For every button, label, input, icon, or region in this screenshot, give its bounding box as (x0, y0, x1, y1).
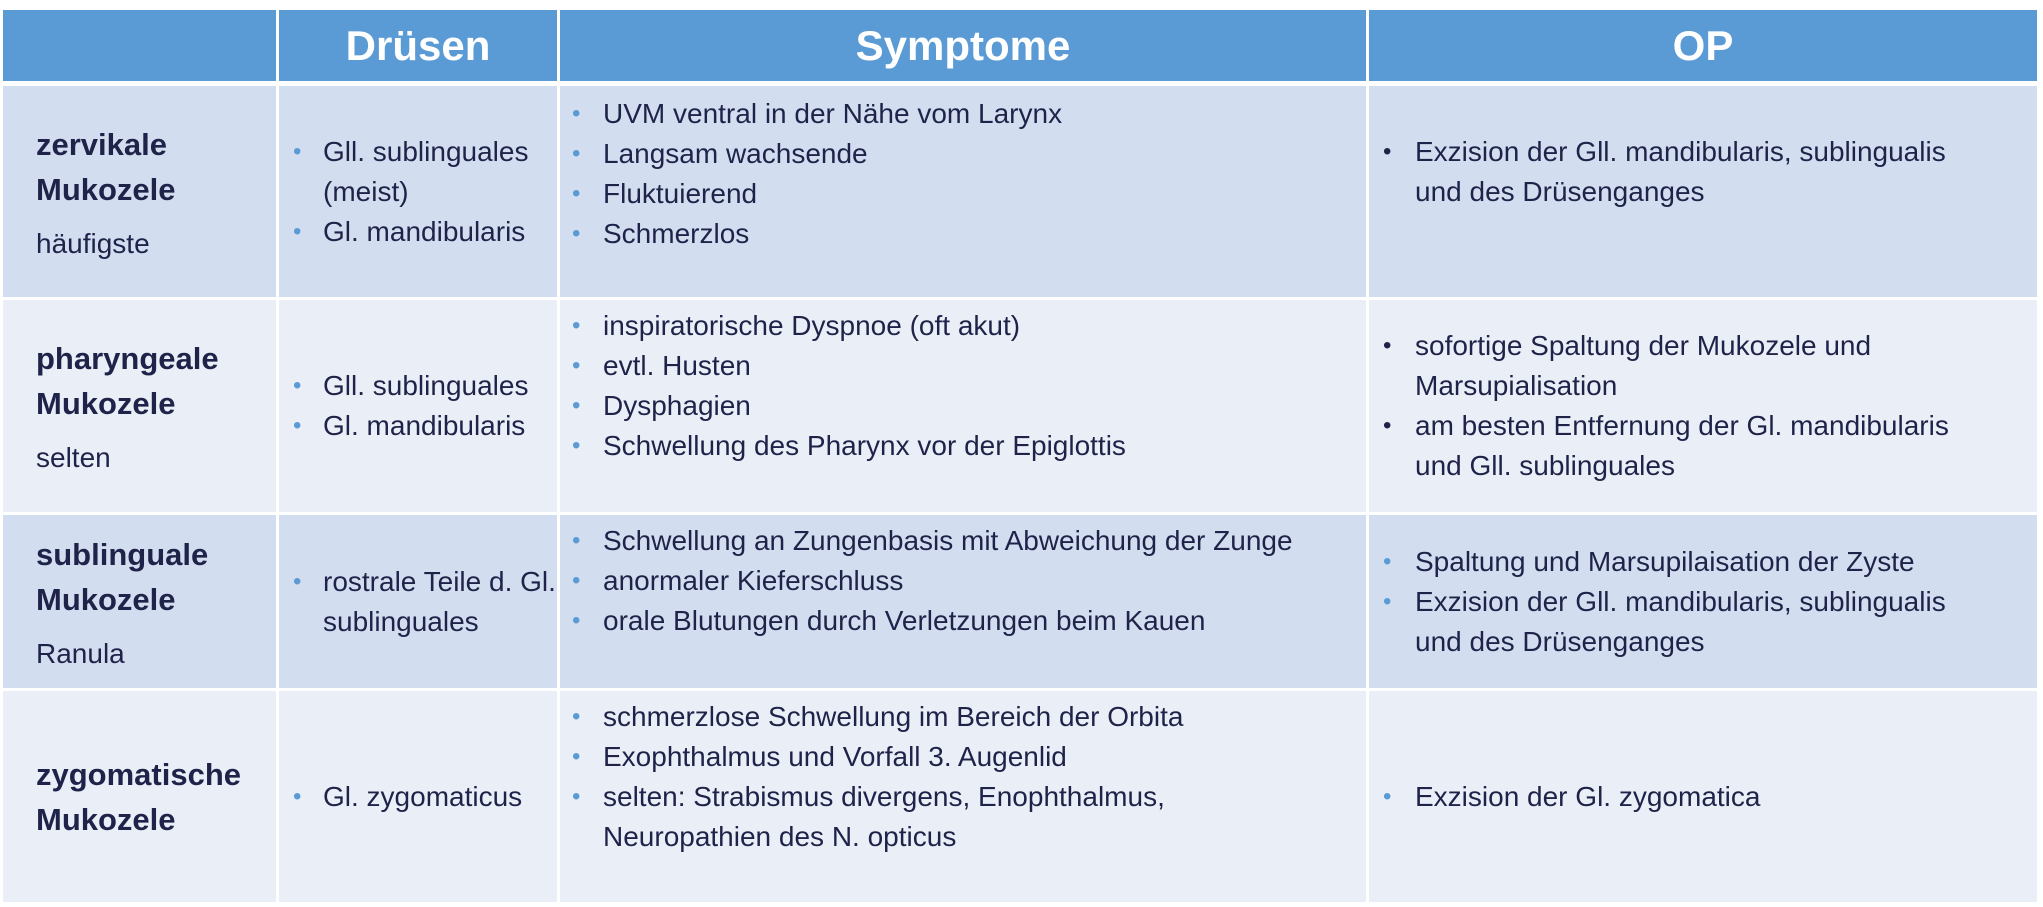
row-title-line2: Mukozele (36, 386, 176, 421)
bullet-icon: • (293, 137, 302, 165)
bullet-icon: • (293, 372, 302, 399)
bullet-icon: • (572, 100, 581, 127)
list-item (560, 94, 1366, 134)
symptome-cell (560, 300, 1366, 512)
list-item-text: Gl. mandibularis (323, 215, 526, 247)
symptome-cell (560, 86, 1366, 297)
list-item-text: sofortige Spaltung der Mukozele und Marsupialisation (1415, 330, 1872, 401)
list-item (279, 562, 557, 642)
row-title-line1: zervikale (36, 126, 167, 162)
op-list (1369, 132, 1989, 212)
list-item (560, 737, 1210, 777)
druesen-cell (279, 300, 557, 512)
list-item (279, 366, 557, 406)
bullet-icon: • (572, 180, 581, 207)
op-cell (1369, 300, 2037, 512)
list-item-text: Dysphagien (603, 390, 751, 421)
list-item-text: Exzision der Gll. mandibularis, sublingualis und des Drüsenganges (1415, 136, 1946, 207)
symptome-list (560, 306, 1366, 466)
bullet-icon: • (572, 607, 581, 634)
bullet-icon: • (293, 412, 302, 439)
list-item-text: am besten Entfernung der Gl. mandibularis und Gll. sublinguales (1415, 410, 1949, 481)
list-item (1369, 582, 1989, 662)
bullet-icon: • (293, 567, 302, 595)
bullet-icon: • (572, 140, 581, 167)
list-item (1369, 406, 1989, 486)
list-item (560, 561, 1366, 601)
list-item-text: Gl. zygomaticus (323, 780, 523, 812)
list-item (1369, 542, 1989, 582)
row-title (3, 532, 276, 622)
bullet-icon: • (1383, 782, 1392, 810)
symptome-list (560, 94, 1366, 254)
symptome-list (560, 697, 1210, 857)
header-cell-empty (3, 10, 276, 81)
symptome-cell (560, 515, 1366, 688)
bullet-icon: • (572, 567, 581, 594)
list-item (1369, 132, 1989, 212)
list-item-text: Langsam wachsende (603, 138, 868, 169)
list-item (560, 426, 1366, 466)
list-item-text: Gll. sublinguales (meist) (323, 135, 529, 207)
header-druesen: Drüsen (279, 10, 557, 81)
bullet-icon: • (572, 527, 581, 554)
header-op: OP (1369, 10, 2037, 81)
row-title-line1: sublinguale (36, 536, 209, 572)
list-item (279, 777, 557, 817)
list-item-text: Fluktuierend (603, 178, 758, 209)
list-item-text: schmerzlose Schwellung im Bereich der Orbita (603, 701, 1184, 732)
list-item (1369, 326, 1989, 406)
list-item-text: Gl. mandibularis (323, 410, 526, 441)
row-title-cell (3, 300, 276, 512)
list-item-text: rostrale Teile d. Gl. sublinguales (323, 565, 556, 637)
list-item-text: Exzision der Gl. zygomatica (1415, 780, 1761, 812)
druesen-cell (279, 515, 557, 688)
op-cell (1369, 86, 2037, 297)
bullet-icon: • (1383, 547, 1392, 575)
list-item-text: inspiratorische Dyspnoe (oft akut) (603, 310, 1021, 341)
list-item-text: selten: Strabismus divergens, Enophthalmus, Neuropathien des N. opticus (603, 781, 1165, 852)
header-symptome: Symptome (560, 10, 1366, 81)
druesen-list (279, 366, 557, 446)
list-item-text: Schwellung an Zungenbasis mit Abweichung der Zunge (603, 525, 1293, 556)
list-item (279, 406, 557, 446)
op-cell (1369, 515, 2037, 688)
list-item (560, 174, 1366, 214)
list-item (560, 214, 1366, 254)
bullet-icon: • (1383, 138, 1392, 165)
symptome-list (560, 521, 1366, 641)
list-item-text: evtl. Husten (603, 350, 751, 381)
druesen-cell (279, 86, 557, 297)
bullet-icon: • (293, 782, 302, 810)
list-item-text: Exzision der Gll. mandibularis, sublingualis und des Drüsenganges (1415, 585, 1946, 657)
row-title (3, 752, 276, 842)
row-title-cell (3, 86, 276, 297)
list-item (279, 212, 557, 252)
druesen-cell (279, 691, 557, 902)
list-item-text: Schwellung des Pharynx vor der Epiglottis (603, 430, 1126, 461)
row-title (3, 122, 276, 212)
bullet-icon: • (1383, 332, 1392, 359)
bullet-icon: • (293, 217, 302, 245)
list-item (560, 777, 1210, 857)
list-item (560, 386, 1366, 426)
list-item-text: Schmerzlos (603, 218, 750, 249)
list-item-text: Gll. sublinguales (323, 370, 529, 401)
row-title-line2: Mukozele (36, 581, 176, 617)
row-title-line2: Mukozele (36, 801, 176, 837)
bullet-icon: • (572, 743, 581, 770)
list-item (560, 697, 1210, 737)
list-item-text: Spaltung und Marsupilaisation der Zyste (1415, 545, 1915, 577)
bullet-icon: • (572, 432, 581, 459)
op-cell (1369, 691, 2037, 902)
list-item-text: anormaler Kieferschluss (603, 565, 904, 596)
list-item-text: orale Blutungen durch Verletzungen beim Kauen (603, 605, 1206, 636)
bullet-icon: • (572, 783, 581, 810)
list-item-text: UVM ventral in der Nähe vom Larynx (603, 98, 1063, 129)
list-item (1369, 777, 2037, 817)
op-list (1369, 542, 1989, 662)
op-list (1369, 777, 2037, 817)
row-subtitle: häufigste (36, 227, 150, 259)
row-subtitle: selten (36, 442, 111, 473)
row-title-cell (3, 515, 276, 688)
bullet-icon: • (572, 703, 581, 730)
bullet-icon: • (1383, 412, 1392, 439)
row-title-line2: Mukozele (36, 171, 176, 207)
row-title-cell (3, 691, 276, 902)
druesen-list (279, 777, 557, 817)
bullet-icon: • (572, 220, 581, 247)
list-item (560, 134, 1366, 174)
bullet-icon: • (572, 392, 581, 419)
row-title-line1: zygomatische (36, 756, 242, 792)
druesen-list (279, 132, 557, 252)
list-item (560, 601, 1366, 641)
bullet-icon: • (572, 352, 581, 379)
symptome-cell (560, 691, 1366, 902)
op-list (1369, 326, 1989, 486)
list-item (560, 306, 1366, 346)
list-item (279, 132, 557, 212)
list-item (560, 346, 1366, 386)
row-title-line1: pharyngeale (36, 341, 219, 376)
bullet-icon: • (1383, 587, 1392, 615)
list-item (560, 521, 1366, 561)
bullet-icon: • (572, 312, 581, 339)
row-subtitle: Ranula (36, 637, 125, 669)
list-item-text: Exophthalmus und Vorfall 3. Augenlid (603, 741, 1067, 772)
druesen-list (279, 562, 557, 642)
row-title (3, 336, 276, 426)
